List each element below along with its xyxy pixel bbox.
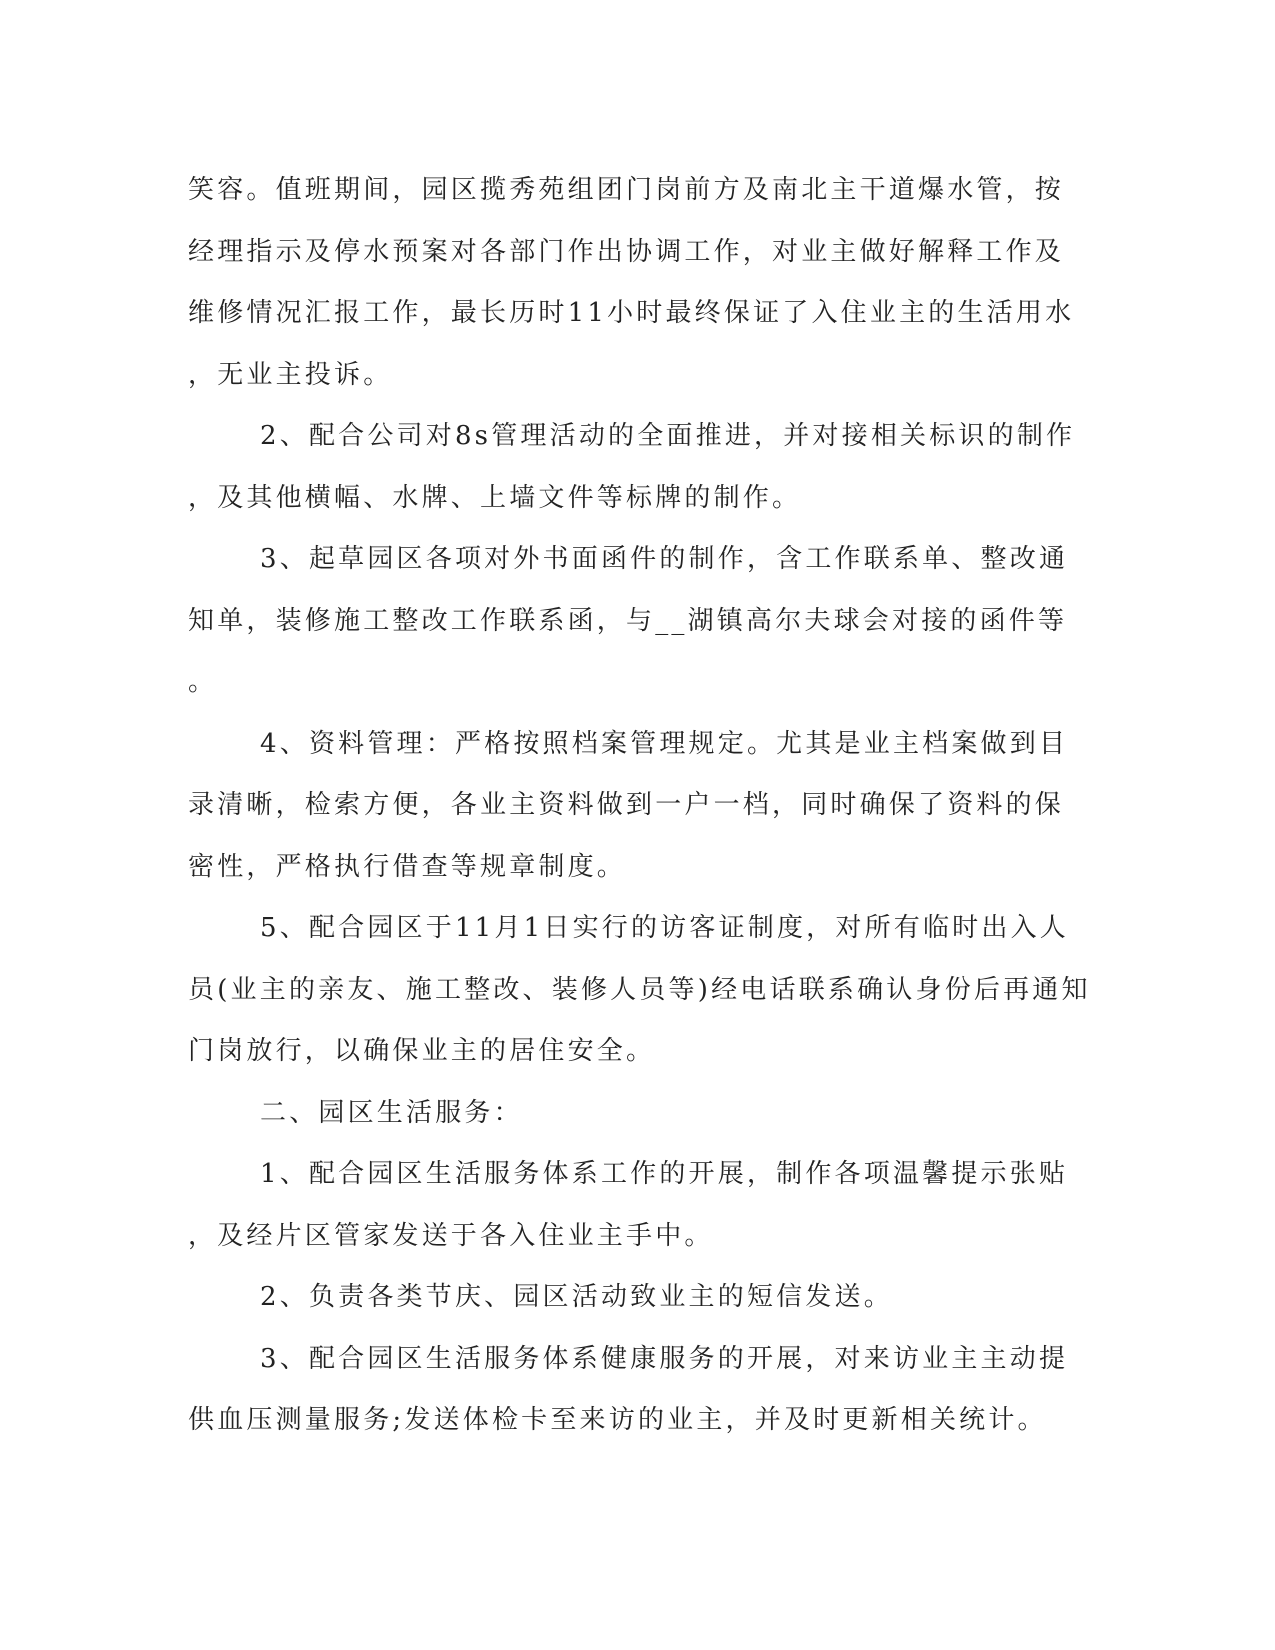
text-line: 笑容。值班期间，园区揽秀苑组团门岗前方及南北主干道爆水管，按 (188, 175, 1065, 205)
text-line: 供血压测量服务;发送体检卡至来访的业主，并及时更新相关统计。 (188, 1405, 1047, 1435)
text-line: ，及其他横幅、水牌、上墙文件等标牌的制作。 (188, 482, 802, 513)
text-line: ，及经片区管家发送于各入住业主手中。 (188, 1220, 714, 1251)
text-line: 。 (188, 667, 218, 697)
text-line: 知单，装修施工整改工作联系函，与__湖镇高尔夫球会对接的函件等 (188, 605, 1068, 636)
text-line: 2、负责各类节庆、园区活动致业主的短信发送。 (260, 1282, 893, 1312)
text-line: 经理指示及停水预案对各部门作出协调工作，对业主做好解释工作及 (188, 236, 1065, 267)
text-line: 4、资料管理：严格按照档案管理规定。尤其是业主档案做到目 (260, 728, 1069, 759)
text-line: 密性，严格执行借查等规章制度。 (188, 851, 627, 882)
text-line: 二、园区生活服务： (260, 1097, 523, 1128)
text-line: 3、起草园区各项对外书面函件的制作，含工作联系单、整改通 (260, 544, 1069, 574)
document-body (188, 160, 1091, 1452)
text-line: 1、配合园区生活服务体系工作的开展，制作各项温馨提示张贴 (260, 1159, 1069, 1189)
text-line: 3、配合园区生活服务体系健康服务的开展，对来访业主主动提 (260, 1343, 1069, 1374)
text-line: 员(业主的亲友、施工整改、装修人员等)经电话联系确认身份后再通知 (188, 974, 1091, 1005)
text-line: 维修情况汇报工作，最长历时11小时最终保证了入住业主的生活用水 (188, 298, 1075, 328)
text-line: 2、配合公司对8s管理活动的全面推进，并对接相关标识的制作 (260, 421, 1076, 451)
text-line: 录清晰，检索方便，各业主资料做到一户一档，同时确保了资料的保 (188, 790, 1065, 820)
text-line: 门岗放行，以确保业主的居住安全。 (188, 1036, 656, 1066)
text-line: 5、配合园区于11月1日实行的访客证制度，对所有临时出入人 (260, 913, 1069, 943)
text-line: ，无业主投诉。 (188, 359, 393, 390)
